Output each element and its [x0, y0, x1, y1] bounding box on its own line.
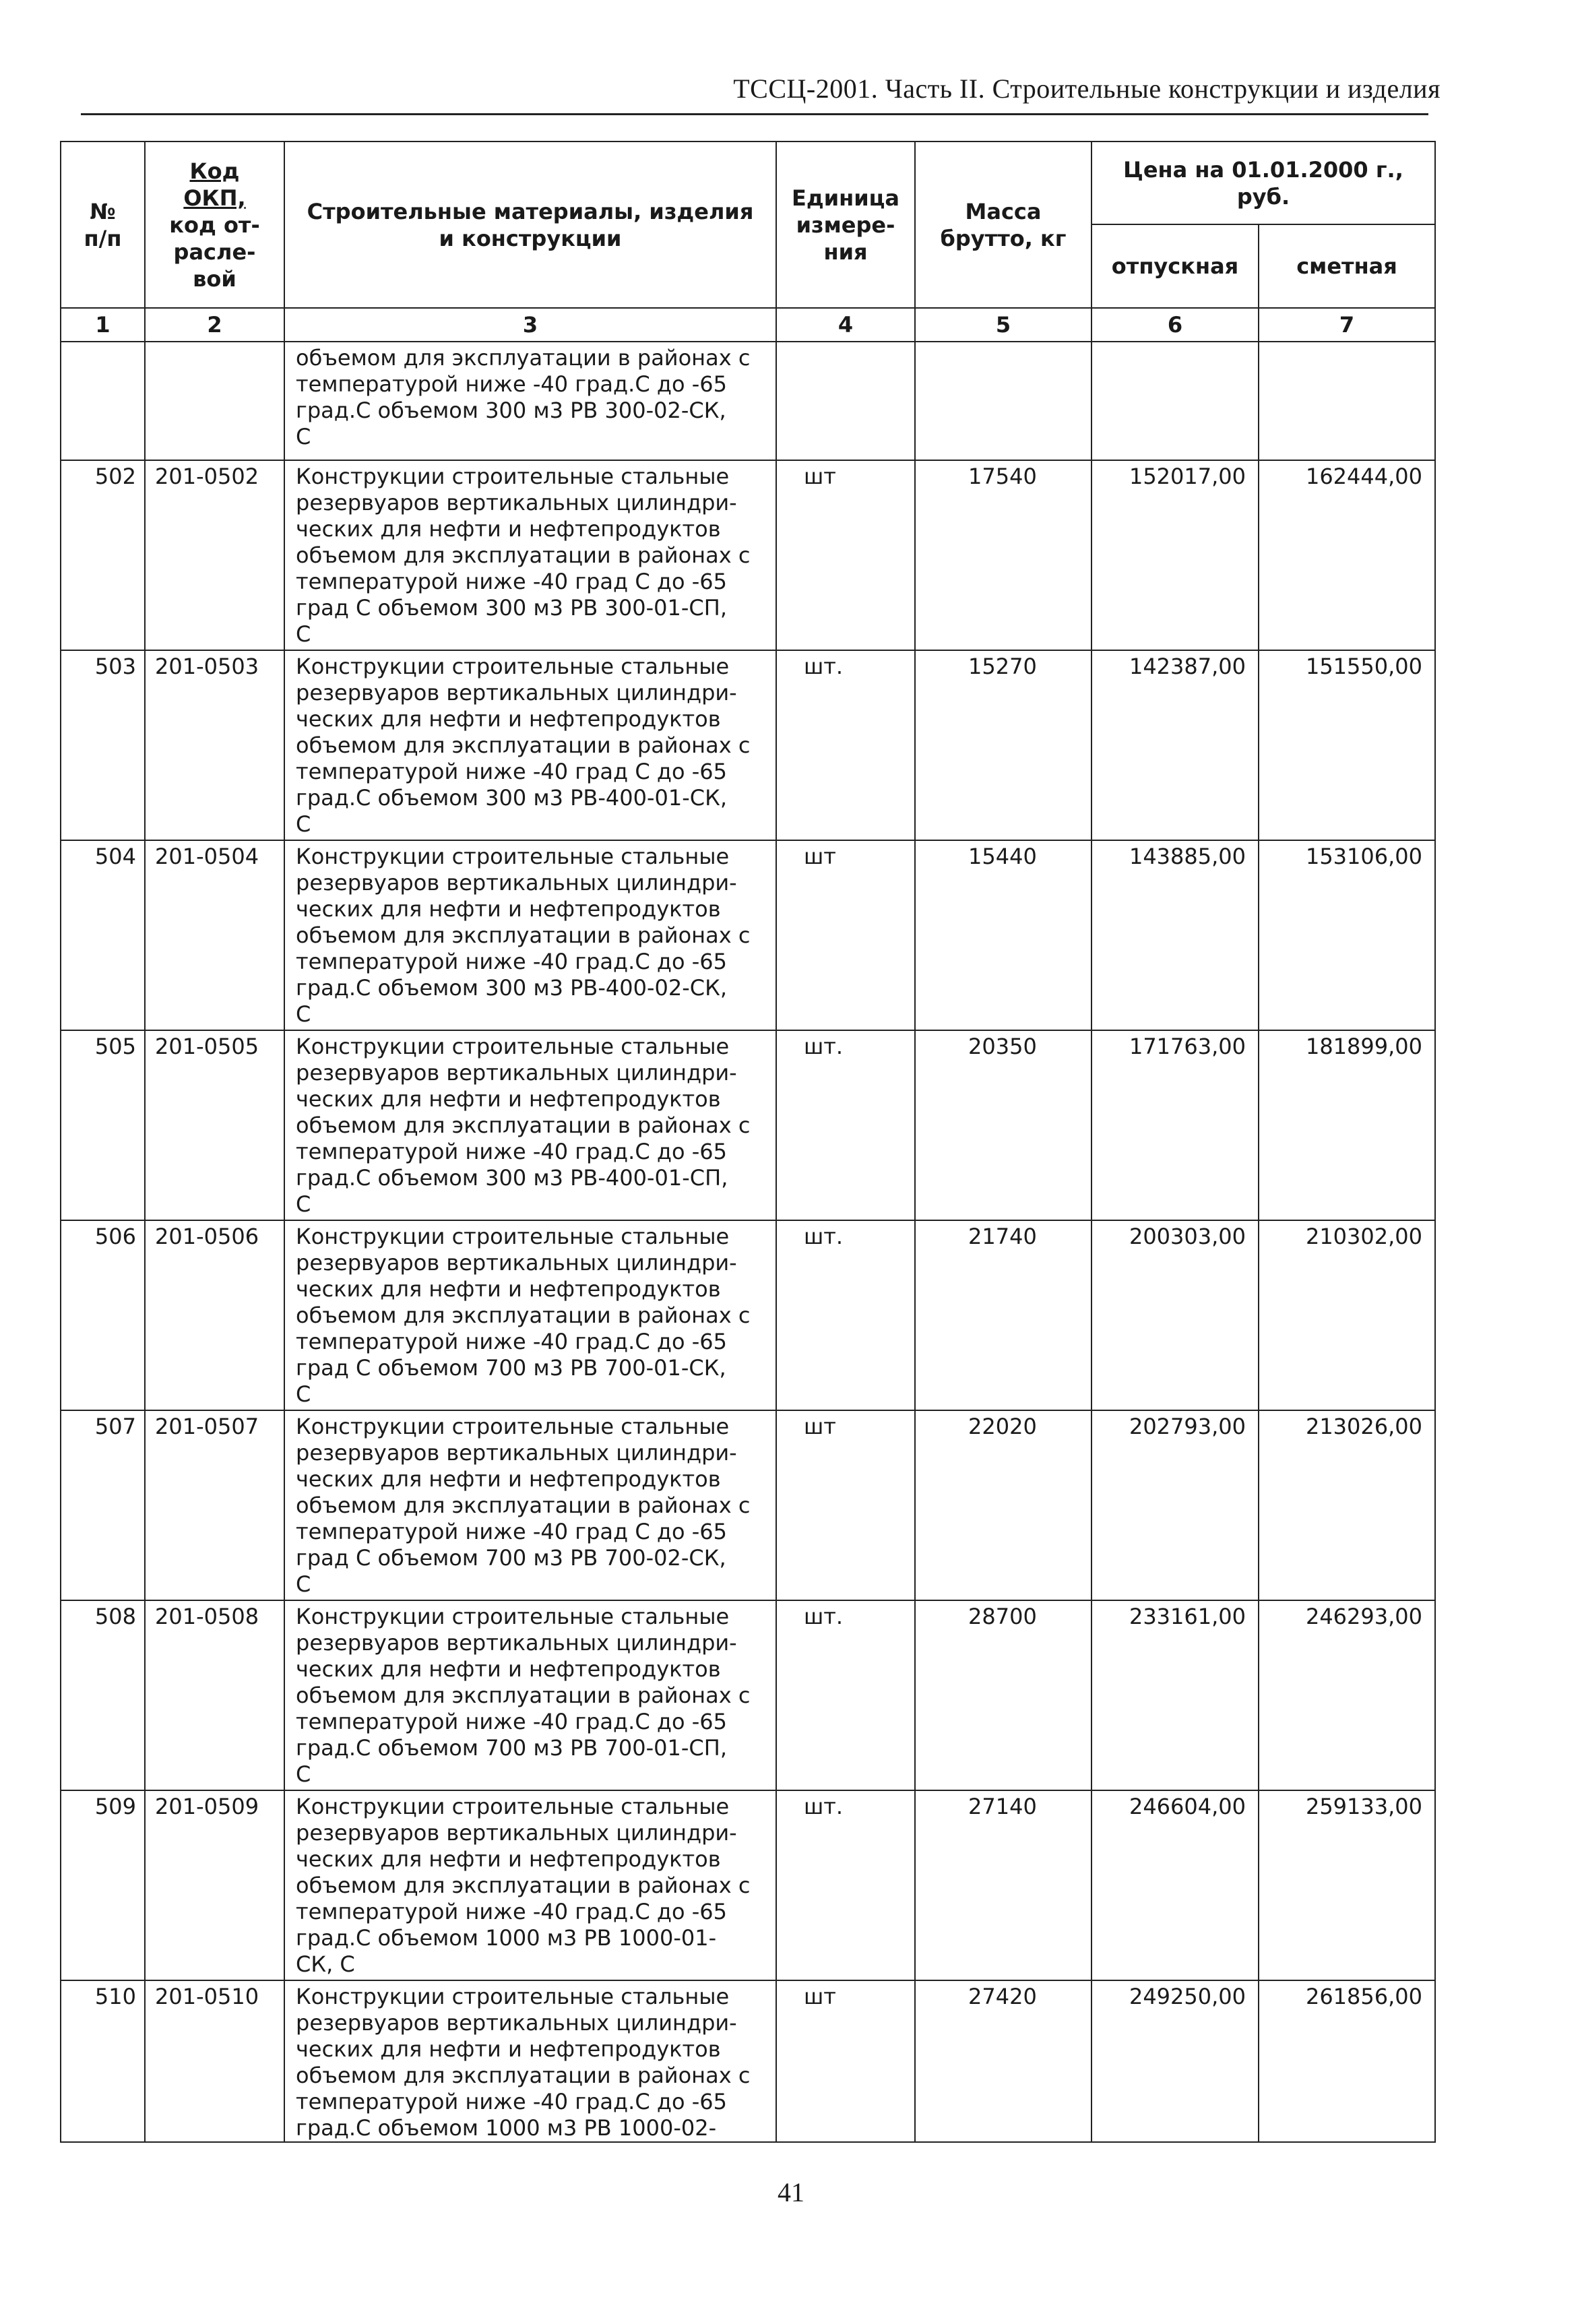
description-line: град.С объемом 300 м3 РВ-400-01-СП,: [296, 1165, 728, 1191]
cell-empty: [1091, 342, 1259, 460]
cell-price-release: 246604,00: [1091, 1790, 1259, 1980]
cell-description: [284, 1600, 776, 1790]
cell-price-release: 171763,00: [1091, 1030, 1259, 1220]
header-row: [61, 142, 1435, 224]
cell-mass: 15440: [915, 840, 1091, 1030]
cell-price-estimate: 210302,00: [1259, 1220, 1435, 1410]
description-line: Конструкции строительные стальные: [296, 1604, 730, 1629]
header-mass-line: брутто, кг: [940, 225, 1067, 251]
description-line: ческих для нефти и нефтепродуктов: [296, 1656, 721, 1682]
cell-price-release: 142387,00: [1091, 650, 1259, 840]
cell-description: [284, 1220, 776, 1410]
description-line: резервуаров вертикальных цилиндри-: [296, 1250, 737, 1276]
cell-unit: шт: [776, 1410, 915, 1600]
description-line: ческих для нефти и нефтепродуктов: [296, 1466, 721, 1492]
description-line: температурой ниже -40 град.С до -65: [296, 949, 727, 974]
cell-empty: [776, 342, 915, 460]
description-line: Конструкции строительные стальные: [296, 844, 730, 869]
description-line: ческих для нефти и нефтепродуктов: [296, 1086, 721, 1112]
header-name-line: Строительные материалы, изделия: [307, 198, 754, 224]
description-line: объемом для эксплуатации в районах с: [296, 1873, 751, 1898]
description-line: град.С объемом 700 м3 РВ 700-01-СП,: [296, 1735, 727, 1761]
header-unit: [776, 142, 915, 308]
description-line: ческих для нефти и нефтепродуктов: [296, 1846, 721, 1872]
cell-mass: 21740: [915, 1220, 1091, 1410]
description-line: Конструкции строительные стальные: [296, 1224, 730, 1249]
header-price-line: руб.: [1236, 183, 1290, 210]
description-line: объемом для эксплуатации в районах с: [296, 1683, 751, 1708]
cell-empty: [61, 342, 145, 460]
cell-code: 201-0509: [145, 1790, 284, 1980]
cell-mass: 22020: [915, 1410, 1091, 1600]
cell-code: 201-0508: [145, 1600, 284, 1790]
description-line: резервуаров вертикальных цилиндри-: [296, 870, 737, 896]
table-row: [61, 1790, 1435, 1980]
description-line: резервуаров вертикальных цилиндри-: [296, 1440, 737, 1466]
column-number: 6: [1091, 308, 1259, 342]
cell-unit: шт.: [776, 1600, 915, 1790]
cell-mass: 28700: [915, 1600, 1091, 1790]
header-code: [145, 142, 284, 308]
column-number-row: [61, 308, 1435, 342]
cell-no: 502: [61, 460, 145, 650]
cell-price-estimate: 151550,00: [1259, 650, 1435, 840]
header-mass-line: Масса: [965, 198, 1042, 224]
header-rule: [81, 113, 1428, 115]
description-line: температурой ниже -40 град.С до -65: [296, 1329, 727, 1354]
description-line: температурой ниже -40 град С до -65: [296, 569, 727, 594]
description-line: С: [296, 811, 311, 837]
cell-mass: 27420: [915, 1980, 1091, 2142]
description-line: объемом для эксплуатации в районах с: [296, 732, 751, 758]
cell-mass: 20350: [915, 1030, 1091, 1220]
header-no-line: №: [90, 198, 116, 224]
header-no-line: п/п: [84, 225, 122, 251]
description-line: объемом для эксплуатации в районах с: [296, 2063, 751, 2088]
description-line: град.С объемом 1000 м3 РВ 1000-02-: [296, 2115, 717, 2141]
description-line: град С объемом 700 м3 РВ 700-02-СК,: [296, 1545, 726, 1571]
header-unit-line: ния: [823, 239, 868, 265]
cell-unit: шт.: [776, 1790, 915, 1980]
cell-code: 201-0503: [145, 650, 284, 840]
cell-code: 201-0507: [145, 1410, 284, 1600]
description-line: С: [296, 1761, 311, 1787]
description-line: температурой ниже -40 град.С до -65: [296, 1709, 727, 1734]
header-unit-line: измере-: [796, 212, 895, 238]
table-row: [61, 1220, 1435, 1410]
cell-no: 504: [61, 840, 145, 1030]
description-line: температурой ниже -40 град.С до -65: [296, 1139, 727, 1164]
cell-unit: шт.: [776, 1220, 915, 1410]
cell-unit: шт: [776, 1980, 915, 2142]
description-line: резервуаров вертикальных цилиндри-: [296, 680, 737, 705]
cell-description: [284, 342, 776, 460]
description-line: объемом для эксплуатации в районах с: [296, 922, 751, 948]
header-name-line: и конструкции: [439, 225, 622, 251]
cell-empty: [915, 342, 1091, 460]
description-line: резервуаров вертикальных цилиндри-: [296, 1820, 737, 1846]
table-row: [61, 1980, 1435, 2142]
cell-empty: [1259, 342, 1435, 460]
description-line: ческих для нефти и нефтепродуктов: [296, 706, 721, 732]
column-number: 2: [145, 308, 284, 342]
description-line: град С объемом 700 м3 РВ 700-01-СК,: [296, 1355, 726, 1381]
cell-description: [284, 1410, 776, 1600]
table-row: [61, 650, 1435, 840]
description-line: резервуаров вертикальных цилиндри-: [296, 2010, 737, 2036]
cell-price-estimate: 181899,00: [1259, 1030, 1435, 1220]
cell-price-estimate: 261856,00: [1259, 1980, 1435, 2142]
column-number: 3: [284, 308, 776, 342]
cell-price-estimate: 213026,00: [1259, 1410, 1435, 1600]
description-line: ческих для нефти и нефтепродуктов: [296, 516, 721, 542]
column-number: 1: [61, 308, 145, 342]
cell-price-release: 249250,00: [1091, 1980, 1259, 2142]
running-title: ТССЦ-2001. Часть II. Строительные конструкции и изделия: [733, 73, 1441, 104]
description-line: град С объемом 300 м3 РВ 300-01-СП,: [296, 595, 727, 621]
header-price-line: Цена на 01.01.2000 г.,: [1123, 156, 1403, 183]
column-number: 5: [915, 308, 1091, 342]
price-table: [60, 141, 1436, 2143]
description-line: С: [296, 1381, 311, 1407]
header-unit-line: Единица: [792, 185, 899, 211]
cell-unit: шт.: [776, 1030, 915, 1220]
cell-price-release: 233161,00: [1091, 1600, 1259, 1790]
description-line: С: [296, 1001, 311, 1027]
description-line: Конструкции строительные стальные: [296, 1034, 730, 1059]
cell-code: 201-0505: [145, 1030, 284, 1220]
cell-no: 507: [61, 1410, 145, 1600]
table-row: [61, 1030, 1435, 1220]
cell-no: 508: [61, 1600, 145, 1790]
cell-description: [284, 460, 776, 650]
cell-no: 503: [61, 650, 145, 840]
description-line: объемом для эксплуатации в районах с: [296, 1493, 751, 1518]
description-line: температурой ниже -40 град.С до -65: [296, 1899, 727, 1924]
header-code-line: вой: [193, 265, 236, 292]
cell-code: 201-0510: [145, 1980, 284, 2142]
cell-code: 201-0502: [145, 460, 284, 650]
table-row-continuation: [61, 342, 1435, 460]
header-name: [284, 142, 776, 308]
description-line: температурой ниже -40 град.С до -65: [296, 2089, 727, 2114]
header-code-line: код от-: [169, 212, 260, 238]
description-line: объемом для эксплуатации в районах с: [296, 345, 751, 371]
header-code-line: Код: [189, 158, 240, 184]
description-line: Конструкции строительные стальные: [296, 654, 730, 679]
column-number: 7: [1259, 308, 1435, 342]
cell-unit: шт: [776, 460, 915, 650]
description-line: температурой ниже -40 град С до -65: [296, 1519, 727, 1544]
cell-description: [284, 650, 776, 840]
cell-price-estimate: 162444,00: [1259, 460, 1435, 650]
description-line: град.С объемом 1000 м3 РВ 1000-01-: [296, 1925, 717, 1951]
header-mass: [915, 142, 1091, 308]
table-row: [61, 1600, 1435, 1790]
cell-price-estimate: 246293,00: [1259, 1600, 1435, 1790]
cell-mass: 17540: [915, 460, 1091, 650]
cell-empty: [145, 342, 284, 460]
description-line: СК, С: [296, 1951, 355, 1977]
description-line: С: [296, 424, 311, 449]
header-price-release: отпускная: [1091, 224, 1259, 308]
header-price-group: [1091, 142, 1435, 224]
description-line: объемом для эксплуатации в районах с: [296, 542, 751, 568]
cell-unit: шт.: [776, 650, 915, 840]
description-line: ческих для нефти и нефтепродуктов: [296, 896, 721, 922]
description-line: С: [296, 1571, 311, 1597]
page-number: 41: [778, 2177, 804, 2207]
cell-price-release: 143885,00: [1091, 840, 1259, 1030]
cell-mass: 15270: [915, 650, 1091, 840]
cell-price-release: 152017,00: [1091, 460, 1259, 650]
table-row: [61, 840, 1435, 1030]
cell-description: [284, 840, 776, 1030]
cell-price-release: 202793,00: [1091, 1410, 1259, 1600]
header-code-line: расле-: [173, 239, 256, 265]
description-line: Конструкции строительные стальные: [296, 1984, 730, 2009]
description-line: температурой ниже -40 град.С до -65: [296, 371, 727, 397]
description-line: ческих для нефти и нефтепродуктов: [296, 2036, 721, 2062]
description-line: С: [296, 621, 311, 647]
description-line: град.С объемом 300 м3 РВ 300-02-СК,: [296, 398, 726, 423]
cell-description: [284, 1030, 776, 1220]
description-line: объемом для эксплуатации в районах с: [296, 1112, 751, 1138]
description-line: Конструкции строительные стальные: [296, 1414, 730, 1439]
description-line: объемом для эксплуатации в районах с: [296, 1302, 751, 1328]
cell-description: [284, 1980, 776, 2142]
cell-no: 509: [61, 1790, 145, 1980]
table-row: [61, 460, 1435, 650]
cell-price-estimate: 153106,00: [1259, 840, 1435, 1030]
header-price-estimate: сметная: [1259, 224, 1435, 308]
cell-no: 506: [61, 1220, 145, 1410]
description-line: температурой ниже -40 град С до -65: [296, 759, 727, 784]
header-no: [61, 142, 145, 308]
description-line: Конструкции строительные стальные: [296, 464, 730, 489]
description-line: ческих для нефти и нефтепродуктов: [296, 1276, 721, 1302]
column-number: 4: [776, 308, 915, 342]
cell-code: 201-0504: [145, 840, 284, 1030]
cell-price-estimate: 259133,00: [1259, 1790, 1435, 1980]
table-row: [61, 1410, 1435, 1600]
description-line: град.С объемом 300 м3 РВ-400-01-СК,: [296, 785, 728, 811]
header-code-line: ОКП,: [183, 185, 246, 211]
cell-code: 201-0506: [145, 1220, 284, 1410]
description-line: резервуаров вертикальных цилиндри-: [296, 490, 737, 515]
cell-description: [284, 1790, 776, 1980]
description-line: резервуаров вертикальных цилиндри-: [296, 1630, 737, 1656]
description-line: град.С объемом 300 м3 РВ-400-02-СК,: [296, 975, 728, 1001]
cell-mass: 27140: [915, 1790, 1091, 1980]
description-line: резервуаров вертикальных цилиндри-: [296, 1060, 737, 1086]
cell-no: 505: [61, 1030, 145, 1220]
cell-no: 510: [61, 1980, 145, 2142]
cell-price-release: 200303,00: [1091, 1220, 1259, 1410]
description-line: С: [296, 1191, 311, 1217]
cell-unit: шт: [776, 840, 915, 1030]
description-line: Конструкции строительные стальные: [296, 1794, 730, 1819]
